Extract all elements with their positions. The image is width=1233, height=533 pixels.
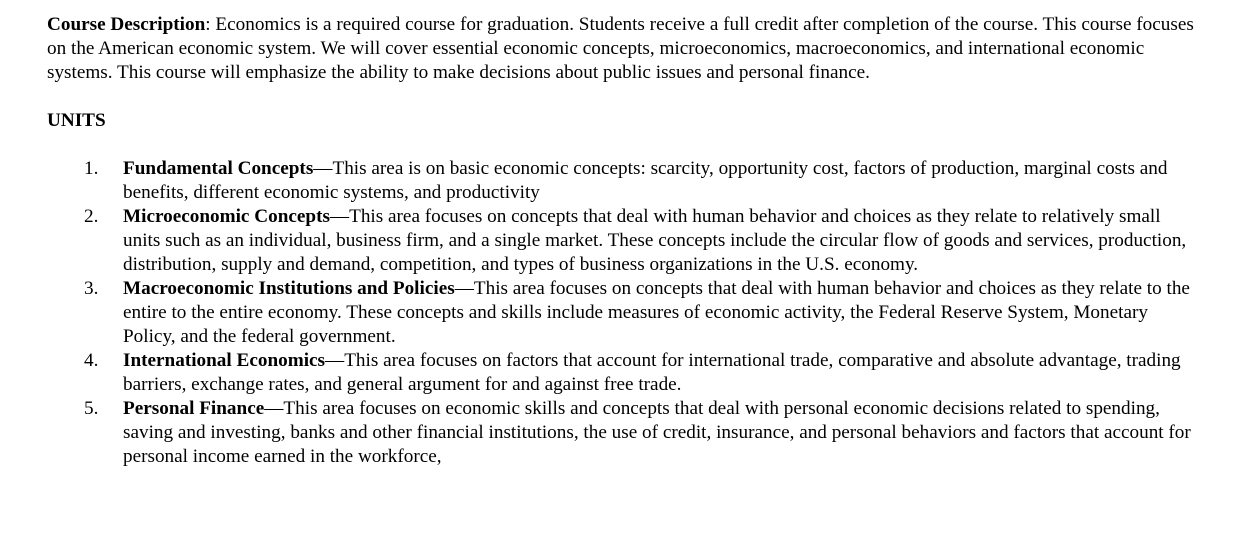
- unit-item-4: [47, 349, 1197, 397]
- course-description-label: Course Description: [47, 14, 206, 35]
- unit-number: 4.: [84, 350, 99, 371]
- units-list: [47, 157, 1197, 469]
- unit-item-2: [47, 205, 1197, 277]
- unit-item-3: [47, 277, 1197, 349]
- unit-number: 3.: [84, 278, 99, 299]
- unit-number: 5.: [84, 398, 99, 419]
- unit-item-1: [47, 157, 1197, 205]
- document-page: [47, 13, 1197, 469]
- unit-item-5: [47, 397, 1197, 469]
- unit-text: —This area is on basic economic concepts: scarcity, opportunity cost, factors of production, marginal costs and benefits, different economic systems, and productivity: [123, 158, 1168, 203]
- unit-text: —This area focuses on concepts that deal with human behavior and choices as they relate to the entire to the entire economy. These concepts and skills include measures of economic activity, the Federal Reserve System, Monetary Policy, and the federal government.: [123, 278, 1190, 347]
- unit-text: —This area focuses on economic skills and concepts that deal with personal economic decisions related to spending, saving and investing, banks and other financial institutions, the use of credit, insurance, and personal behaviors and factors that account for personal income earned in the workforce,: [123, 398, 1191, 467]
- unit-title: International Economics: [123, 350, 326, 371]
- unit-title: Macroeconomic Institutions and Policies: [123, 278, 455, 299]
- course-description: [47, 13, 1197, 85]
- unit-number: 2.: [84, 206, 99, 227]
- unit-title: Microeconomic Concepts: [123, 206, 330, 227]
- unit-title: Fundamental Concepts: [123, 158, 314, 179]
- unit-text: —This area focuses on concepts that deal with human behavior and choices as they relate to relatively small units such as an individual, business firm, and a single market. These concepts include the circular flow of goods and services, production, distribution, supply and demand, competition, and types of business organizations in the U.S. economy.: [123, 206, 1187, 275]
- units-heading: UNITS: [47, 110, 106, 131]
- unit-title: Personal Finance: [123, 398, 265, 419]
- course-description-text: : Economics is a required course for graduation. Students receive a full credit after completion of the course. This course focuses on the American economic system. We will cover essential economic concepts, microeconomics, macroeconomics, and international economic systems. This course will emphasize the ability to make decisions about public issues and personal finance.: [47, 14, 1194, 83]
- unit-number: 1.: [84, 158, 99, 179]
- unit-text: —This area focuses on factors that account for international trade, comparative and absolute advantage, trading barriers, exchange rates, and general argument for and against free trade.: [123, 350, 1181, 395]
